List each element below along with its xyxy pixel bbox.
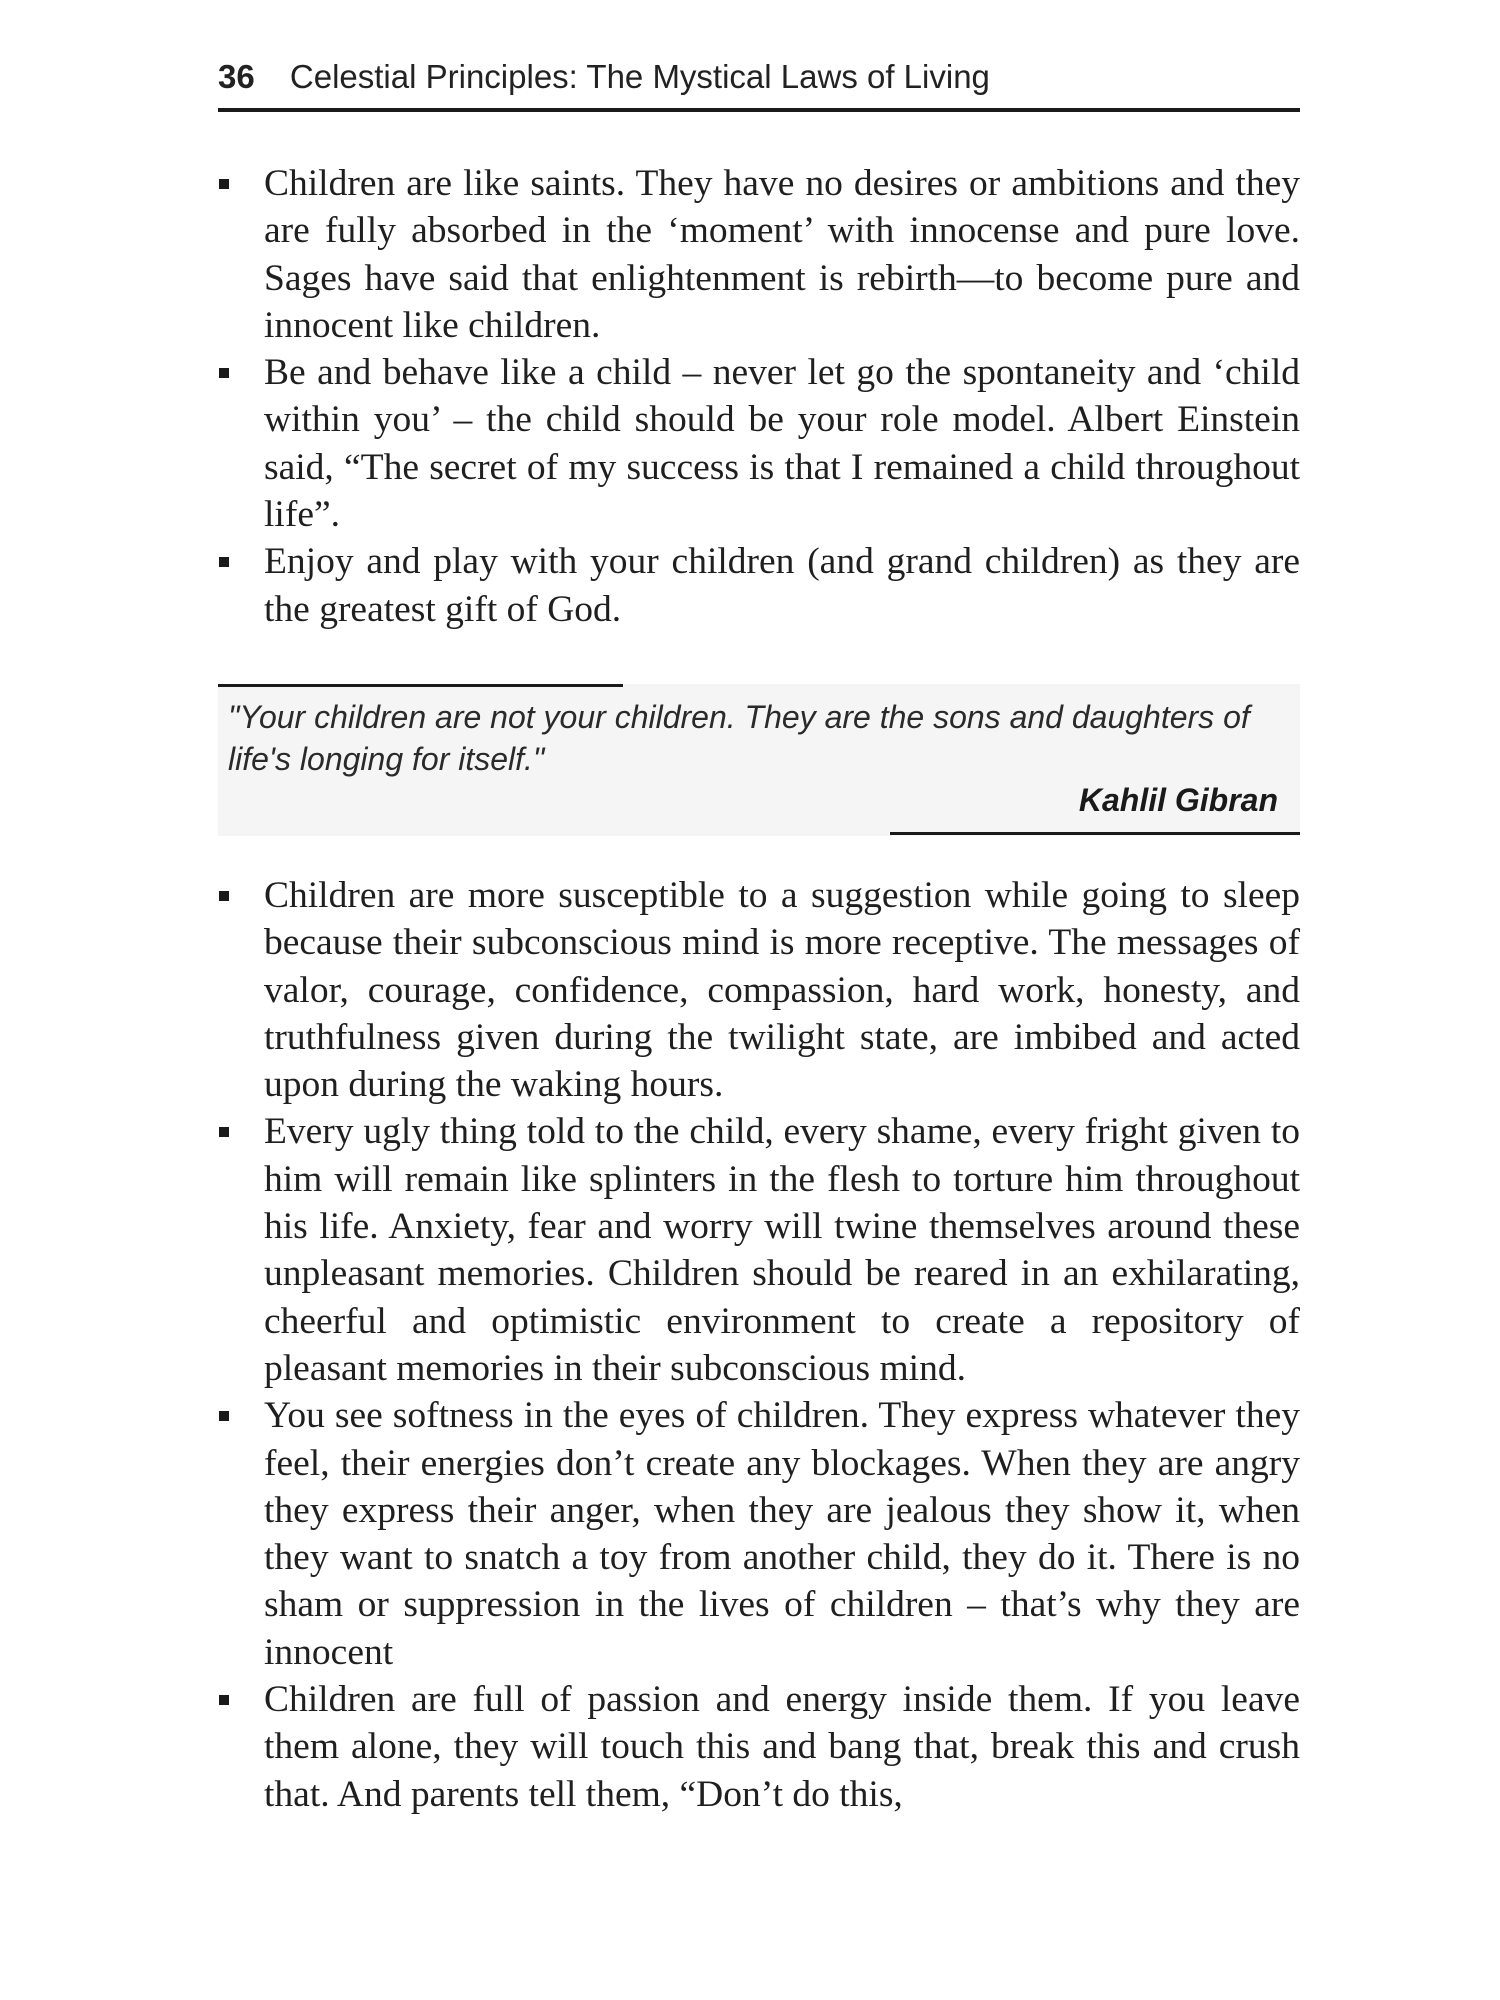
page-number: 36 [218, 58, 255, 95]
list-item [218, 872, 1300, 1108]
list-item-text: Be and behave like a child – never let go the spontaneity and ‘child within you’ – the child should be your role model. Albert Einstein said, “The secret of my success is that I remained a child throughout life”. [264, 352, 1300, 536]
list-item-text: Children are full of passion and energy inside them. If you leave them alone, they will touch this and bang that, break this and crush that. And parents tell them, “Don’t do this, [264, 1679, 1300, 1815]
quote-bottom-rule [890, 832, 1300, 835]
bullet-square-icon [219, 891, 229, 901]
bullet-square-icon [219, 368, 229, 378]
quote-author: Kahlil Gibran [1078, 782, 1278, 818]
list-item [218, 1676, 1300, 1818]
bullet-list-top [218, 160, 1300, 633]
list-item-text: Enjoy and play with your children (and grand children) as they are the greatest gift of God. [264, 541, 1300, 630]
bullet-square-icon [219, 557, 229, 567]
quote-top-rule [218, 684, 623, 687]
list-item-text: Every ugly thing told to the child, every shame, every fright given to him will remain like splinters in the flesh to torture him throughout his life. Anxiety, fear and worry will twine themselves around these unpleasant memories. Children should be reared in an exhilarating, cheerful and optimistic environment to create a repository of pleasant memories in their subconscious mind. [264, 1111, 1300, 1389]
list-item-text: You see softness in the eyes of children. They express whatever they feel, their energies don’t create any blockages. When they are angry they express their anger, when they are jealous they show it, when they want to snatch a toy from another child, they do it. There is no sham or suppression in the lives of children – that’s why they are innocent [264, 1395, 1300, 1673]
bullet-list-bottom [218, 872, 1300, 1818]
list-item-text: Children are like saints. They have no desires or ambitions and they are fully absorbed in the ‘moment’ with innocense and pure love. Sages have said that enlightenment is rebirth—to become pure and innocent like children. [264, 163, 1300, 346]
page-header [218, 58, 1300, 112]
bullet-square-icon [219, 1411, 229, 1421]
bullet-square-icon [219, 179, 229, 189]
bullet-square-icon [219, 1127, 229, 1137]
list-item [218, 538, 1300, 633]
list-item [218, 1108, 1300, 1392]
quote-text: "Your children are not your children. They are the sons and daughters of life's longing for itself." [228, 699, 1250, 777]
quote-box [218, 684, 1300, 836]
list-item-text: Children are more susceptible to a suggestion while going to sleep because their subconscious mind is more receptive. The messages of valor, courage, confidence, compassion, hard work, honesty, and truthfulness given during the twilight state, are imbibed and acted upon during the waking hours. [264, 875, 1300, 1106]
bullet-square-icon [219, 1695, 229, 1705]
list-item [218, 1392, 1300, 1676]
list-item [218, 349, 1300, 538]
book-title: Celestial Principles: The Mystical Laws of Living [289, 58, 990, 95]
list-item [218, 160, 1300, 349]
